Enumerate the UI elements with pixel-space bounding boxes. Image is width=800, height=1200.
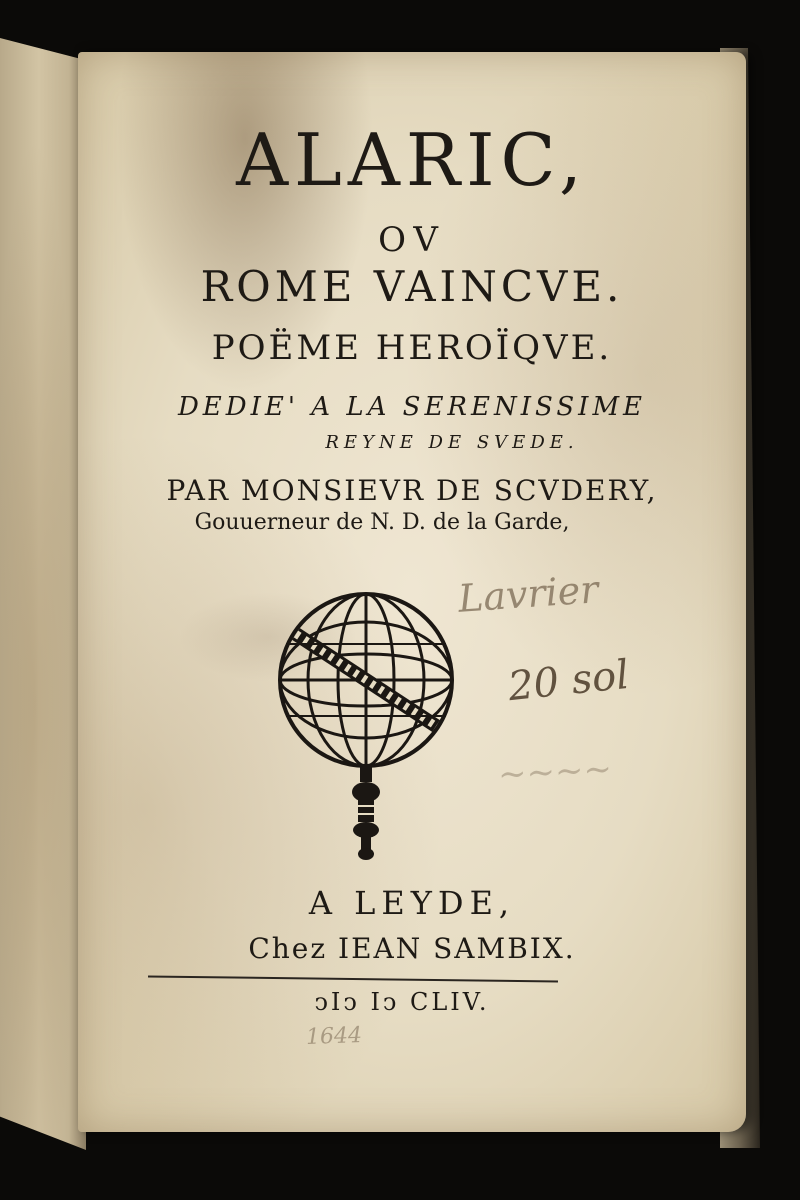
- title-conjunction: OV: [378, 220, 446, 260]
- imprint-publisher: Chez IEAN SAMBIX.: [248, 932, 576, 965]
- genre-line: POËME HEROÏQVE.: [211, 328, 613, 368]
- dedication-line-2: REYNE DE SVEDE.: [325, 432, 579, 453]
- imprint-place: A LEYDE,: [308, 884, 516, 922]
- handwritten-signature: Lavrier: [456, 567, 600, 621]
- armillary-sphere-icon: [266, 584, 466, 864]
- author-title-line: Gouuerneur de N. D. de la Garde,: [194, 510, 570, 535]
- faint-handwriting: ~~~~: [497, 749, 613, 795]
- imprint-date: ↄIↄ Iↄ CLIV.: [314, 988, 490, 1016]
- left-board: [0, 38, 86, 1150]
- dedication-line-1: DEDIE' A LA SERENISSIME: [177, 392, 647, 422]
- handwritten-year: 1644: [305, 1023, 363, 1050]
- author-line: PAR MONSIEVR DE SCVDERY,: [166, 474, 658, 507]
- handwritten-price: 20 sol: [505, 651, 632, 711]
- title-page: [78, 52, 746, 1132]
- book-subtitle: ROME VAINCVE.: [200, 262, 624, 311]
- imprint-rule: [148, 975, 558, 982]
- book-title: ALARIC,: [236, 118, 588, 202]
